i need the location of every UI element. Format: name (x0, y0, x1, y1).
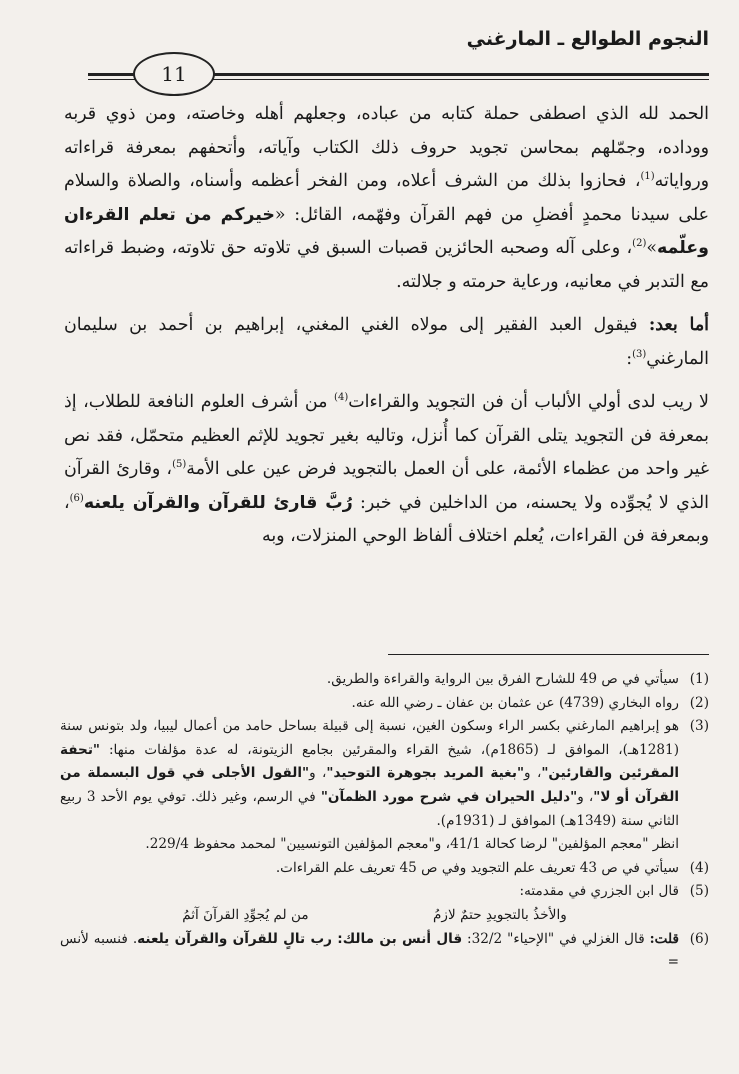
text-run: قال الغزلي في "الإحياء" 32/2: (462, 930, 650, 947)
footnotes (60, 668, 709, 975)
running-header-title: النجوم الطوالع ـ المارغني (466, 28, 709, 50)
book-title: "القول الأجلى في قول البسملة من القرآن أو لا" (60, 765, 679, 805)
book-title: "تحفة المقرئين والقارئين" (60, 741, 679, 782)
footnote-4 (60, 857, 709, 881)
text-run: الحمد لله الذي اصطفى حملة كتابه من عباده، وجعلهم أهله وخاصته، ومن ذوي قربه ووداده، وجمّلهم بمحاسن تجويد حروف ذلك الكتاب وآياته، وأتحفهم بمعرفة قراءاته ورواياته (64, 104, 709, 191)
footnote-number: (3) (689, 718, 709, 735)
amma-baad-lead: أما بعد: (648, 315, 710, 335)
text-run: . فنسبه لأنس = (60, 930, 679, 971)
text-run: ، وبمعرفة فن القراءات، يُعلم اختلاف ألفاظ الوحي المنزلات، وبه (64, 492, 709, 546)
paragraph-tajweed (64, 386, 709, 554)
text-run: » (646, 238, 657, 258)
text-run: ، وعلى آله وصحبه الحائزين قصبات السبق في تلاوته حق تلاوته، وضبط قراءاته مع التدبر في معانيه، ورعاية حرمته و جلالته. (64, 238, 709, 292)
footnote-ref-4: (4) (334, 392, 349, 404)
book-title: "دليل الحيران في شرح مورد الظمآن" (320, 788, 578, 805)
footnote-ref-2: (2) (632, 238, 647, 250)
footnote-6 (60, 928, 709, 975)
verse-hemistich-1: والأخذُ بالتجويدِ حتمٌ لازمُ (433, 906, 567, 923)
text-run: ، و (309, 765, 327, 782)
text-run: ، و (524, 765, 542, 782)
text-run: ، وقارئ القرآن الذي لا يُجوِّده ولا يحسنه، من الداخلين في خبر: (64, 459, 709, 513)
footnote-text: سيأتي في ص 49 للشارح الفرق بين الرواية والقراءة والطريق. (326, 671, 679, 687)
footnote-ref-6: (6) (69, 492, 84, 504)
footnote-5 (60, 880, 709, 904)
footnote-text (60, 715, 679, 833)
text-run: في الرسم، وغير ذلك. توفي يوم الأحد 3 ربيع الثاني سنة (1349هـ) الموافق لـ (1931م). (60, 788, 679, 829)
text-run: من أشرف العلوم النافعة للطلاب، إذ بمعرفة فن التجويد يتلى القرآن كما أُنزل، وتاليه بغير تجويد للإثم العظيم متحمّل، فقد نص غير واحد من عظماء الأئمة، على أن العمل بالتجويد فرض عين على الأمة (64, 392, 709, 479)
footnote-ref-1: (1) (640, 171, 655, 183)
footnote-3 (60, 715, 709, 833)
footnote-ref-3: (3) (632, 348, 647, 360)
text-run: ، و (577, 788, 594, 805)
hadith-quote-2: رُبَّ قارئ للقرآن والقرآن يلعنه (83, 492, 353, 513)
hadith-quote: خيركم من تعلم القرءان وعلّمه (64, 204, 709, 258)
footnote-separator (388, 654, 709, 655)
footnote-3-source: انظر "معجم المؤلفين" لرضا كحالة 41/1، و"معجم المؤلفين التونسيين" لمحمد محفوظ 229/4. (145, 836, 679, 853)
main-text (64, 98, 709, 554)
verse-hemistich-2: من لم يُجوِّدِ القرآنَ آثمُ (182, 906, 309, 923)
page-number-oval (133, 52, 215, 96)
text-run: لا ريب لدى أولي الألباب أن فن التجويد والقراءات (348, 392, 709, 412)
footnote-2 (60, 692, 709, 716)
text-run: ، فحازوا بذلك من الشرف أعلاه، ومن الفخر أعظمه وأسناه، والصلاة والسلام على سيدنا محمدٍ أفضلِ من فهم القرآن وفهّمه، القائل: « (64, 171, 710, 225)
footnote-number: (6) (689, 930, 709, 947)
footnote-text (60, 928, 679, 975)
footnote-ref-5: (5) (172, 459, 187, 471)
footnote-text: قال ابن الجزري في مقدمته: (519, 883, 679, 900)
footnote-number: (4) (689, 859, 709, 876)
note-lead: قلت: (649, 930, 679, 947)
book-title: "بغية المريد بجوهرة التوحيد" (326, 765, 525, 782)
footnote-number: (5) (689, 883, 709, 900)
footnote-text: سيأتي في ص 43 تعريف علم التجويد وفي ص 45 تعريف علم القراءات. (275, 859, 679, 876)
text-run: : (626, 348, 633, 369)
footnote-1 (60, 668, 709, 692)
paragraph-praise (64, 98, 709, 299)
quoted-narration: قال أنس بن مالك: رب تالٍ للقرآن والقرآن يلعنه (137, 930, 463, 947)
footnote-text: رواه البخاري (4739) عن عثمان بن عفان ـ رضي الله عنه. (351, 694, 679, 711)
poem-verse (60, 904, 709, 928)
footnote-number: (1) (689, 671, 709, 687)
text-run: فيقول العبد الفقير إلى مولاه الغني المغني، إبراهيم بن أحمد بن سليمان المارغني (64, 315, 709, 369)
page-number: 11 (161, 62, 187, 86)
footnote-number: (2) (689, 694, 709, 711)
text-run: هو إبراهيم المارغني بكسر الراء وسكون الغين، نسبة إلى قبيلة بساحل حامد من أعمال ليبيا، ولد بتونس سنة (1281هـ)، الموافق لـ (1865م)، شيخ القراء والمقرئين بجامع الزيتونة، له عدة مؤلفات منها: (60, 718, 679, 758)
paragraph-amma-baad (64, 309, 709, 376)
